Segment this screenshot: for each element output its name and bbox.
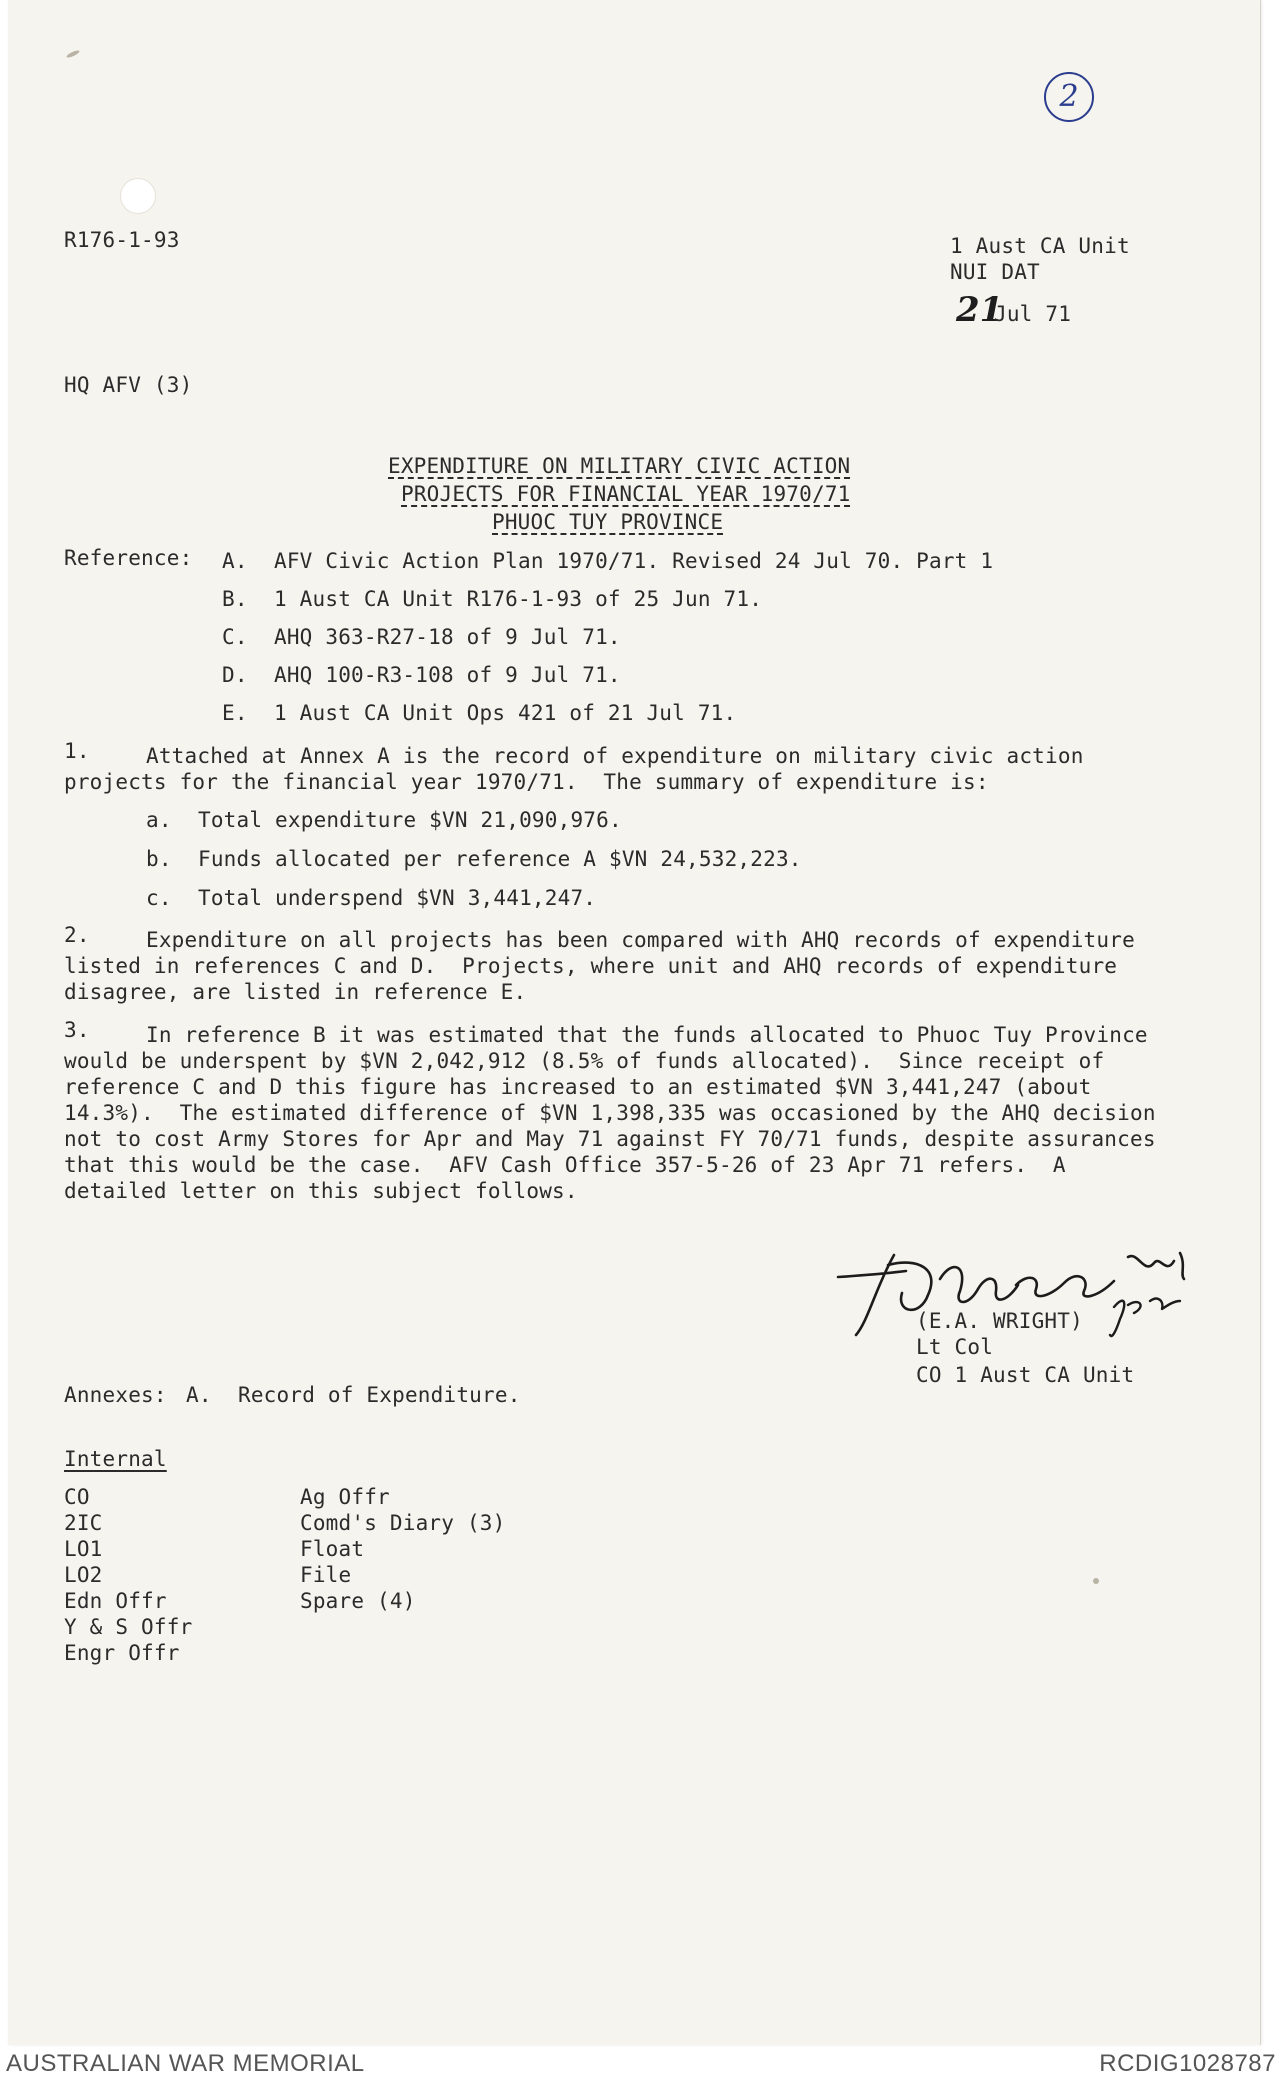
reference-letter: A. [222,549,248,573]
paragraph-3-line: reference C and D this figure has increased to an estimated $VN 3,441,247 (about [64,1075,1092,1099]
distribution-item: Ag Offr [300,1485,390,1509]
summary-text: Funds allocated per reference A $VN 24,532,223. [198,847,802,871]
summary-text: Total underspend $VN 3,441,247. [198,886,597,910]
reference-label: Reference: [64,546,193,570]
annexes-label: Annexes: [64,1383,167,1407]
distribution-item: LO1 [64,1537,103,1561]
paragraph-1-number: 1. [64,739,90,763]
paragraph-3-line: that this would be the case. AFV Cash Office 357-5-26 of 23 Apr 71 refers. A [64,1153,1066,1177]
reference-letter: B. [222,587,248,611]
reference-text: AHQ 363-R27-18 of 9 Jul 71. [274,625,621,649]
reference-text: 1 Aust CA Unit R176-1-93 of 25 Jun 71. [274,587,763,611]
date-day: 21 [956,290,1004,330]
footer-right: RCDIG1028787 [1099,2050,1276,2077]
paragraph-3-line: 14.3%). The estimated difference of $VN 1,398,335 was occasioned by the AHQ decision [64,1101,1156,1125]
distribution-item: Y & S Offr [64,1615,193,1639]
sender-unit: 1 Aust CA Unit [950,234,1130,258]
distribution-item: Engr Offr [64,1641,180,1665]
signatory-name: (E.A. WRIGHT) [916,1309,1083,1333]
reference-text: AHQ 100-R3-108 of 9 Jul 71. [274,663,621,687]
paragraph-2-number: 2. [64,923,90,947]
paragraph-3-number: 3. [64,1018,90,1042]
reference-text: 1 Aust CA Unit Ops 421 of 21 Jul 71. [274,701,737,725]
addressee: HQ AFV (3) [64,373,193,397]
distribution-item: CO [64,1485,90,1509]
paragraph-3-line: not to cost Army Stores for Apr and May 71 against FY 70/71 funds, despite assurances [64,1127,1156,1151]
distribution-item: Edn Offr [64,1589,167,1613]
distribution-item: Spare (4) [300,1589,416,1613]
paragraph-1-line: projects for the financial year 1970/71. The summary of expenditure is: [64,770,989,794]
distribution-heading: Internal [64,1447,167,1471]
page-number: 2 [1044,72,1094,122]
distribution-item: LO2 [64,1563,103,1587]
paragraph-2-line: disagree, are listed in reference E. [64,980,527,1004]
paragraph-1-line: Attached at Annex A is the record of expenditure on military civic action [146,744,1084,768]
file-reference: R176-1-93 [64,228,180,252]
ink-mark [66,49,80,59]
signatory-rank: Lt Col [916,1335,994,1359]
distribution-item: File [300,1563,352,1587]
summary-letter: c. [146,886,172,910]
paragraph-3-line: detailed letter on this subject follows. [64,1179,578,1203]
paragraph-3-line: would be underspent by $VN 2,042,912 (8.5% of funds allocated). Since receipt of [64,1049,1105,1073]
annex-text: Record of Expenditure. [238,1383,521,1407]
title-line-2: PROJECTS FOR FINANCIAL YEAR 1970/71 [401,482,851,506]
punch-hole [120,178,156,214]
annex-letter: A. [186,1383,212,1407]
summary-letter: a. [146,808,172,832]
distribution-item: Float [300,1537,365,1561]
summary-letter: b. [146,847,172,871]
reference-letter: E. [222,701,248,725]
signatory-position: CO 1 Aust CA Unit [916,1363,1135,1387]
ink-mark [1093,1578,1099,1584]
paragraph-2-line: listed in references C and D. Projects, where unit and AHQ records of expenditure [64,954,1118,978]
paragraph-3-line: In reference B it was estimated that the funds allocated to Phuoc Tuy Province [146,1023,1148,1047]
reference-letter: D. [222,663,248,687]
distribution-item: Comd's Diary (3) [300,1511,506,1535]
summary-text: Total expenditure $VN 21,090,976. [198,808,622,832]
footer-left: AUSTRALIAN WAR MEMORIAL [6,2050,365,2077]
distribution-item: 2IC [64,1511,103,1535]
reference-letter: C. [222,625,248,649]
document-page [8,0,1261,2045]
title-line-3: PHUOC TUY PROVINCE [492,510,724,534]
paragraph-2-line: Expenditure on all projects has been compared with AHQ records of expenditure [146,928,1135,952]
date-month-year: Jul 71 [994,302,1072,326]
title-line-1: EXPENDITURE ON MILITARY CIVIC ACTION [388,454,851,478]
sender-location: NUI DAT [950,260,1040,284]
reference-text: AFV Civic Action Plan 1970/71. Revised 24 Jul 70. Part 1 [274,549,994,573]
